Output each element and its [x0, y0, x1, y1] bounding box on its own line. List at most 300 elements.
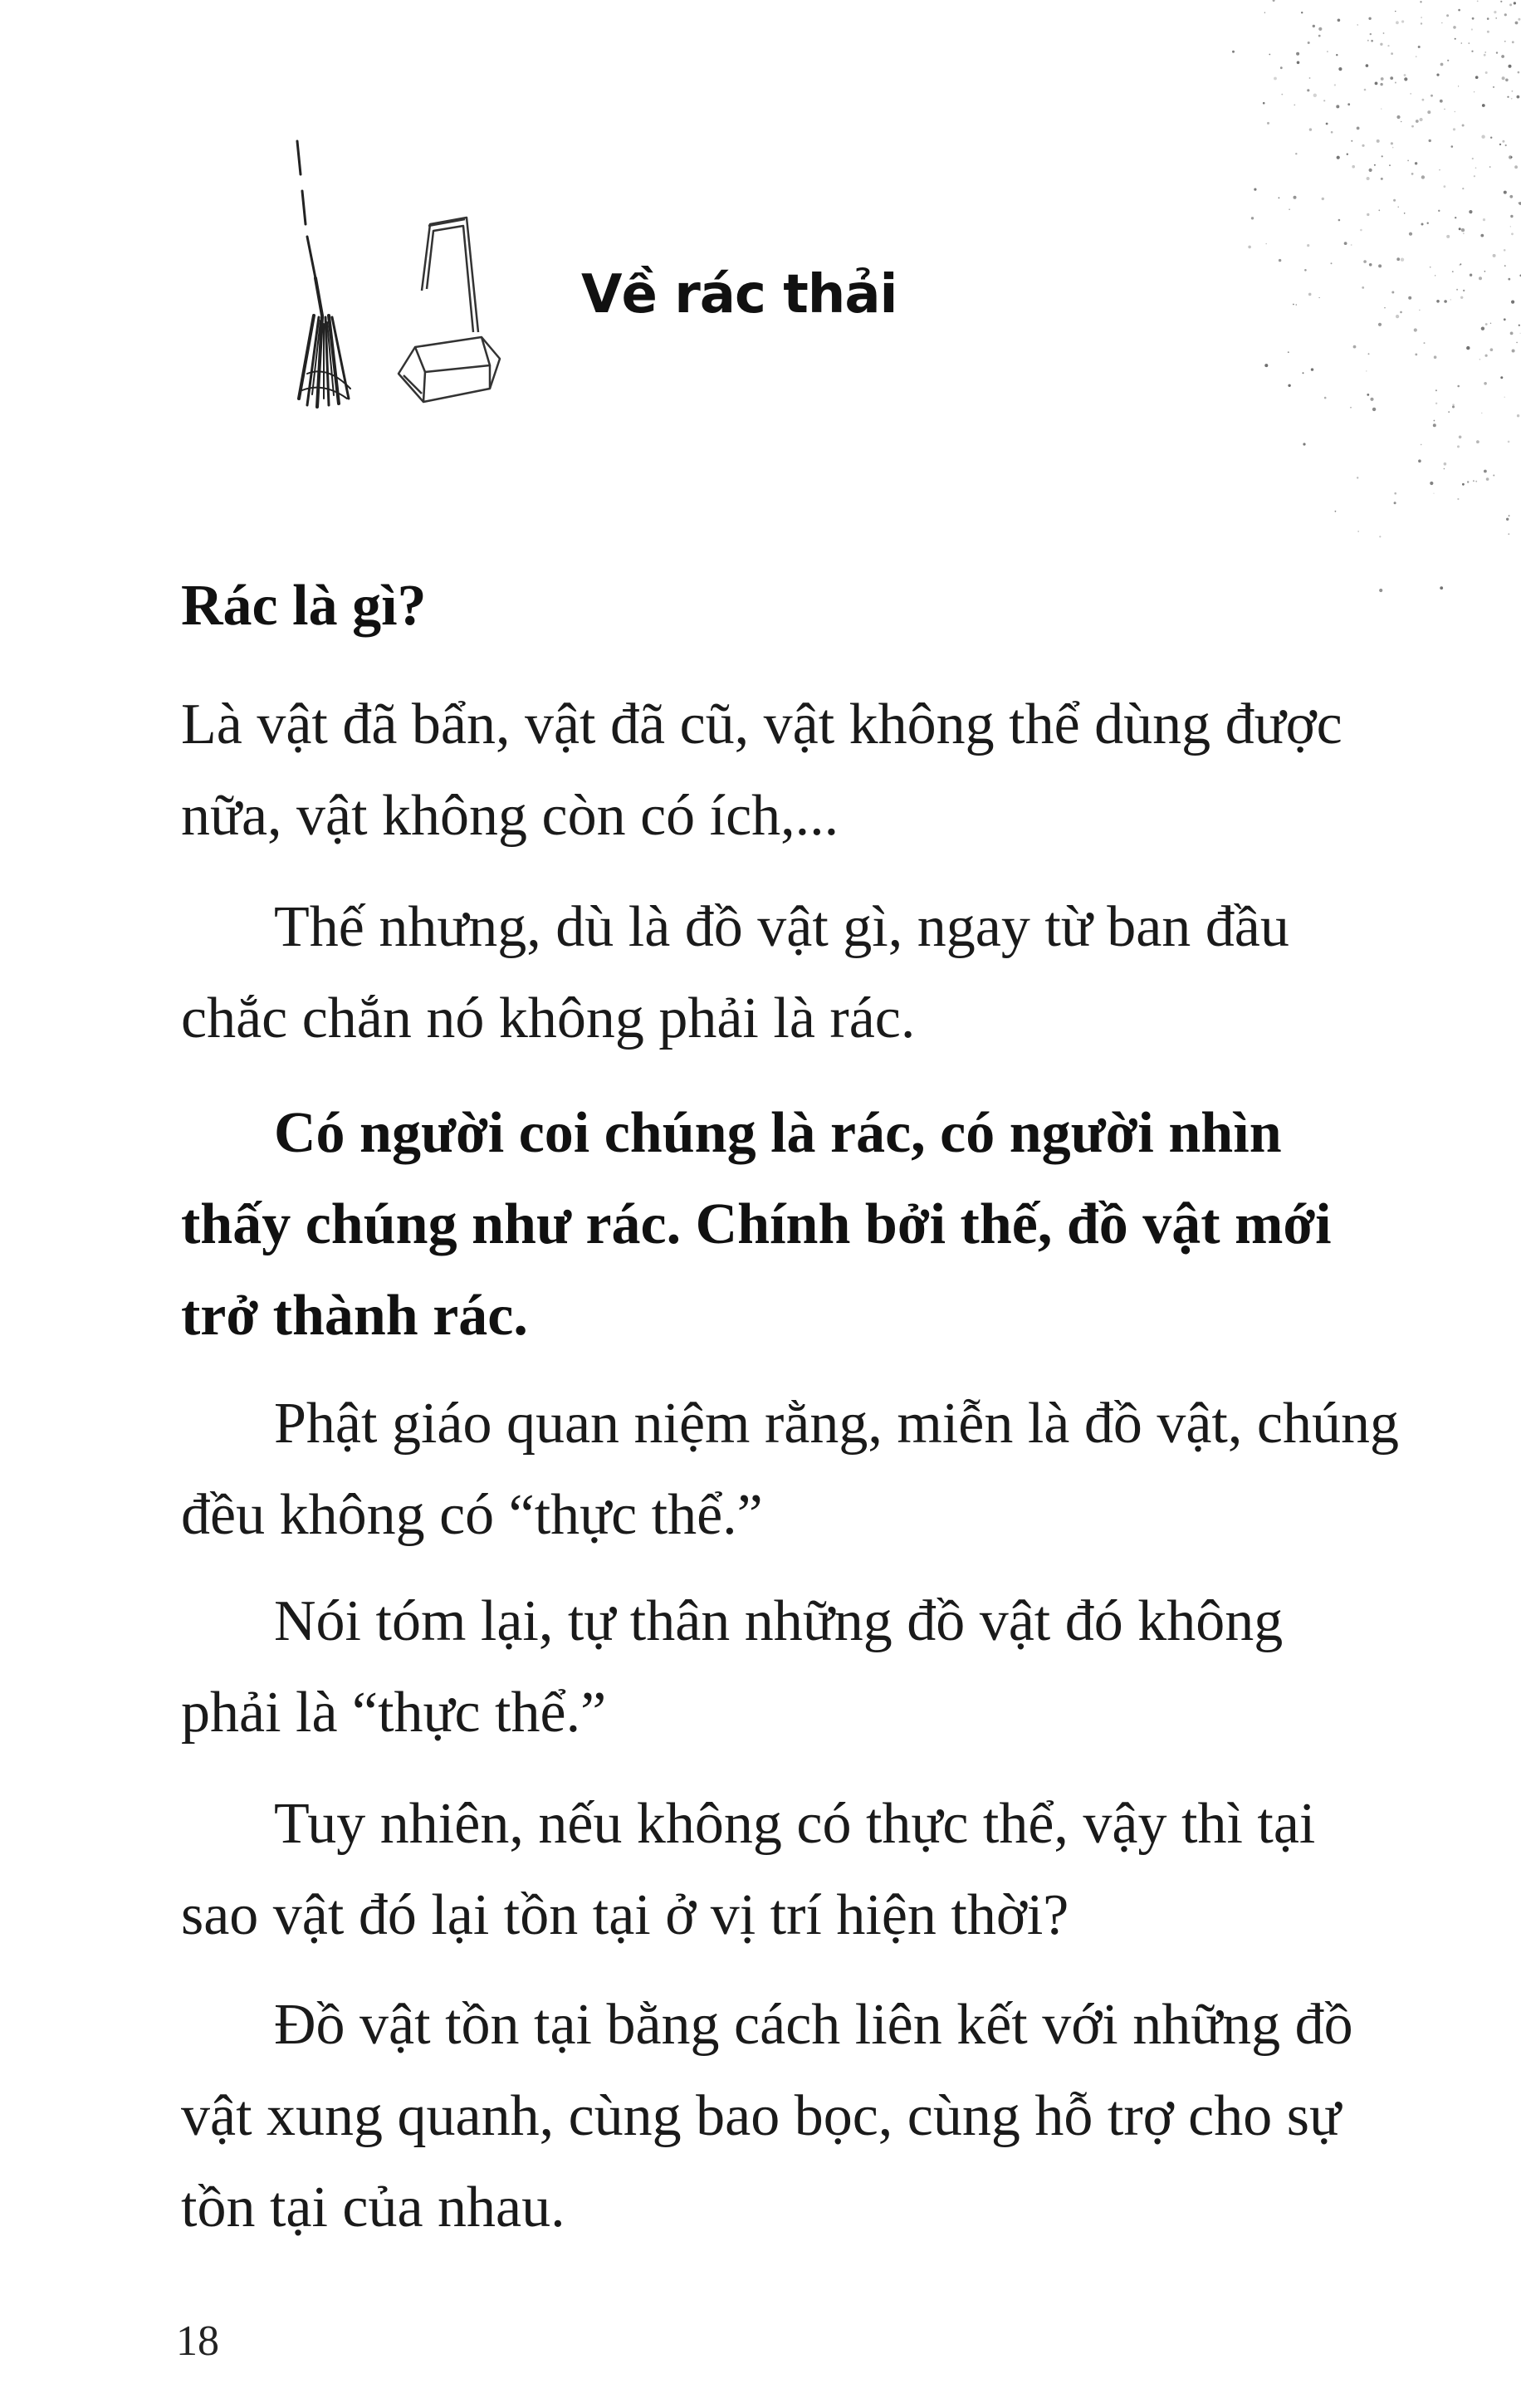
speckle-dot [1500, 376, 1503, 379]
speckle-dot [1375, 82, 1378, 86]
speckle-dot [1440, 586, 1443, 590]
speckle-dot [1274, 77, 1277, 81]
paragraph-line: Là vật đã bẩn, vật đã cũ, vật không thể dùng được [181, 693, 1342, 756]
speckle-dot [1435, 389, 1437, 391]
speckle-dot [1460, 296, 1463, 299]
speckle-dot [1485, 355, 1488, 357]
speckle-dot [1477, 1, 1479, 2]
speckle-dot [1481, 135, 1484, 139]
speckle-dot [1452, 271, 1454, 272]
speckle-dot [1357, 127, 1360, 130]
speckle-dot [1493, 254, 1496, 257]
speckle-dot [1458, 9, 1460, 12]
speckle-dot [1457, 498, 1459, 500]
speckle-dot [1479, 277, 1482, 280]
speckle-dot [1352, 165, 1355, 169]
speckle-dot [1430, 482, 1433, 485]
speckle-dot [1481, 413, 1482, 414]
speckle-dot [1515, 22, 1519, 25]
speckle-dot [1469, 210, 1472, 213]
speckle-dot [1404, 213, 1406, 214]
speckle-dot [1360, 229, 1362, 232]
speckle-dot [1429, 139, 1431, 142]
speckle-dot [1474, 175, 1475, 177]
speckle-dot [1504, 397, 1505, 398]
speckle-dot [1420, 1, 1421, 2]
speckle-dot [1281, 94, 1283, 95]
speckle-dot [1279, 197, 1280, 198]
speckle-dot [1331, 131, 1333, 134]
speckle-dot [1427, 223, 1429, 224]
speckle-dot [1313, 25, 1315, 27]
speckle-dot [1452, 406, 1455, 409]
speckle-dot [1407, 160, 1409, 162]
speckle-dot [1504, 13, 1507, 16]
speckle-dot [1422, 99, 1425, 101]
speckle-dot [1473, 480, 1475, 482]
speckle-dot [1482, 104, 1485, 107]
speckle-dot [1518, 18, 1520, 21]
speckle-dot [1451, 145, 1454, 148]
speckle-dot [1484, 51, 1486, 53]
speckle-dot [1288, 384, 1290, 387]
speckle-dot [1519, 325, 1520, 326]
scan-noise-texture [1222, 0, 1521, 631]
speckle-dot [1504, 191, 1507, 194]
speckle-dot [1461, 228, 1465, 232]
speckle-dot [1404, 77, 1407, 81]
speckle-dot [1396, 315, 1399, 318]
speckle-dot [1294, 105, 1295, 106]
speckle-dot [1509, 195, 1513, 198]
speckle-dot [1508, 278, 1510, 281]
speckle-dot [1374, 164, 1376, 166]
speckle-dot [1444, 300, 1447, 303]
speckle-dot [1504, 249, 1506, 252]
paragraph-line: Tuy nhiên, nếu không có thực thể, vậy thì tại [274, 1792, 1316, 1856]
speckle-dot [1518, 71, 1520, 74]
speckle-dot [1362, 286, 1364, 289]
speckle-dot [1367, 394, 1369, 396]
speckle-dot [1486, 477, 1489, 481]
speckle-dot [1390, 76, 1393, 80]
speckle-dot [1462, 188, 1464, 189]
speckle-dot [1514, 2, 1516, 4]
speckle-dot [1424, 342, 1426, 344]
speckle-dot [1512, 350, 1515, 353]
speckle-dot [1392, 147, 1394, 149]
speckle-dot [1484, 54, 1486, 56]
speckle-dot [1452, 404, 1455, 406]
speckle-dot [1409, 232, 1412, 236]
speckle-dot [1433, 423, 1436, 427]
speckle-dot [1439, 169, 1440, 171]
speckle-dot [1462, 483, 1465, 486]
speckle-dot [1440, 100, 1443, 103]
speckle-dot [1495, 17, 1497, 19]
speckle-dot [1353, 345, 1357, 349]
speckle-dot [1279, 259, 1281, 262]
speckle-dot [1362, 144, 1364, 147]
speckle-dot [1481, 327, 1484, 330]
speckle-dot [1453, 128, 1455, 130]
speckle-dot [1347, 154, 1348, 155]
speckle-dot [1484, 382, 1487, 385]
broom-and-dustpan-illustration [282, 125, 548, 448]
paragraph-line: phải là “thực thể.” [181, 1681, 607, 1745]
speckle-dot [1421, 22, 1422, 24]
paragraph-line: chắc chắn nó không phải là rác. [181, 986, 916, 1050]
speckle-dot [1456, 289, 1458, 291]
speckle-dot [1338, 19, 1341, 22]
speckle-dot [1395, 11, 1396, 12]
speckle-dot [1369, 169, 1372, 172]
speckle-dot [1269, 54, 1270, 56]
speckle-dot [1251, 217, 1254, 219]
speckle-dot [1511, 301, 1514, 304]
speckle-dot [1459, 436, 1462, 439]
speckle-dot [1398, 207, 1399, 208]
speckle-dot [1484, 470, 1487, 473]
speckle-dot [1444, 109, 1445, 110]
speckle-dot [1394, 492, 1396, 495]
speckle-dot [1264, 364, 1268, 367]
speckle-dot [1510, 332, 1514, 335]
speckle-dot [1480, 234, 1484, 237]
speckle-dot [1444, 463, 1447, 466]
speckle-dot [1467, 481, 1469, 482]
speckle-dot [1455, 217, 1456, 218]
speckle-dot [1389, 164, 1391, 166]
speckle-dot [1324, 397, 1327, 399]
speckle-dot [1381, 178, 1383, 180]
speckle-dot [1370, 398, 1373, 401]
speckle-dot [1517, 95, 1520, 99]
speckle-dot [1502, 76, 1505, 80]
speckle-dot [1475, 167, 1477, 169]
dustpan-icon [399, 218, 500, 402]
speckle-dot [1444, 185, 1446, 188]
speckle-dot [1347, 103, 1350, 105]
speckle-dot [1484, 271, 1486, 272]
speckle-dot [1414, 328, 1417, 331]
speckle-dot [1485, 323, 1488, 325]
paragraph-line: nữa, vật không còn có ích,... [181, 784, 839, 848]
speckle-dot [1366, 370, 1367, 371]
speckle-dot [1457, 385, 1460, 388]
speckle-dot [1509, 3, 1512, 6]
speckle-dot [1369, 263, 1372, 267]
speckle-dot [1416, 120, 1419, 123]
speckle-dot [1387, 45, 1389, 46]
speckle-dot [1337, 156, 1340, 159]
paragraph-2 [181, 882, 1289, 1065]
paragraph-line: đều không có “thực thể.” [181, 1483, 763, 1547]
speckle-dot [1297, 61, 1300, 65]
speckle-dot [1393, 199, 1396, 202]
speckle-dot [1493, 475, 1494, 477]
speckle-dot [1430, 267, 1431, 268]
speckle-dot [1487, 17, 1489, 20]
speckle-dot [1378, 264, 1382, 267]
speckle-dot [1380, 83, 1382, 86]
speckle-dot [1411, 173, 1414, 175]
speckle-dot [1371, 40, 1373, 42]
speckle-dot [1338, 219, 1341, 222]
speckle-dot [1338, 67, 1342, 71]
speckle-dot [1254, 188, 1256, 191]
speckle-dot [1511, 232, 1514, 235]
speckle-dot [1415, 162, 1417, 164]
speckle-dot [1418, 459, 1421, 463]
speckle-dot [1435, 403, 1437, 404]
speckle-dot [1517, 414, 1519, 417]
speckle-dot [1288, 351, 1289, 353]
speckle-dot [1479, 359, 1481, 360]
speckle-dot [1512, 41, 1514, 43]
paragraph-line: Có người coi chúng là rác, có người nhìn [274, 1101, 1282, 1165]
speckle-dot [1510, 226, 1511, 227]
speckle-dot [1415, 354, 1417, 356]
speckle-dot [1485, 71, 1488, 74]
speckle-dot [1380, 43, 1382, 46]
speckle-dot [1462, 125, 1465, 127]
speckle-dot [1351, 140, 1352, 142]
speckle-dot [1311, 368, 1313, 370]
speckle-dot [1357, 477, 1358, 478]
paragraph-4 [181, 1378, 1399, 1561]
paragraph-line: sao vật đó lại tồn tại ở vị trí hiện thời? [181, 1883, 1069, 1947]
speckle-dot [1404, 74, 1406, 76]
speckle-dot [1444, 468, 1445, 470]
speckle-dot [1504, 265, 1506, 267]
chapter-title: Về rác thải [581, 264, 897, 325]
speckle-dot [1265, 243, 1267, 245]
speckle-dot [1506, 518, 1509, 521]
speckle-dot [1490, 323, 1491, 324]
speckle-dot [1327, 51, 1328, 52]
speckle-dot [1511, 98, 1513, 100]
speckle-dot [1514, 165, 1518, 169]
speckle-dot [1438, 210, 1440, 212]
speckle-dot [1296, 304, 1298, 306]
speckle-dot [1304, 269, 1307, 272]
speckle-dot [1416, 56, 1417, 57]
speckle-dot [1508, 441, 1510, 443]
speckle-dot [1309, 128, 1312, 130]
speckle-dot [1335, 511, 1337, 512]
speckle-dot [1368, 353, 1370, 355]
speckle-dot [1318, 35, 1321, 37]
speckle-dot [1471, 28, 1473, 30]
speckle-dot [1294, 196, 1297, 199]
speckle-dot [1410, 93, 1411, 95]
speckle-dot [1367, 177, 1370, 180]
speckle-dot [1463, 233, 1464, 234]
speckle-dot [1470, 274, 1472, 277]
speckle-dot [1504, 41, 1506, 42]
speckle-dot [1512, 91, 1514, 92]
speckle-dot [1401, 258, 1404, 262]
speckle-dot [1318, 27, 1322, 31]
speckle-dot [1372, 408, 1376, 411]
speckle-dot [1382, 155, 1383, 157]
speckle-dot [1232, 51, 1235, 53]
speckle-dot [1471, 51, 1473, 52]
speckle-dot [1377, 139, 1380, 143]
speckle-dot [1507, 96, 1509, 98]
speckle-dot [1516, 342, 1518, 344]
speckle-dot [1504, 318, 1506, 321]
speckle-dot [1378, 323, 1382, 326]
speckle-dot [1303, 372, 1304, 374]
paragraph-line: Nói tóm lại, tự thân những đồ vật đó không [274, 1589, 1284, 1653]
speckle-dot [1289, 208, 1290, 210]
speckle-dot [1459, 228, 1461, 230]
speckle-dot [1367, 213, 1369, 216]
paragraph-line: Thế nhưng, dù là đồ vật gì, ngay từ ban đầu [274, 895, 1289, 959]
speckle-dot [1370, 33, 1372, 35]
speckle-dot [1505, 144, 1507, 146]
speckle-dot [1509, 155, 1512, 159]
speckle-dot [1308, 293, 1312, 296]
speckle-dot [1519, 203, 1520, 204]
speckle-dot [1433, 493, 1434, 494]
speckle-dot [1499, 144, 1501, 145]
speckle-dot [1301, 12, 1303, 13]
speckle-dot [1434, 355, 1437, 359]
speckle-dot [1263, 102, 1265, 105]
speckle-dot [1384, 307, 1385, 308]
speckle-dot [1494, 11, 1496, 13]
speckle-dot [1500, 1, 1502, 2]
paragraph-line: Đồ vật tồn tại bằng cách liên kết với những đồ [274, 1993, 1353, 2057]
speckle-dot [1436, 300, 1440, 303]
speckle-dot [1364, 89, 1367, 91]
speckle-dot [1395, 82, 1396, 84]
speckle-dot [1394, 502, 1396, 504]
speckle-dot [1326, 123, 1328, 125]
speckle-dot [1447, 60, 1449, 61]
speckle-dot [1391, 291, 1394, 294]
speckle-dot [1472, 158, 1474, 159]
speckle-dot [1427, 110, 1431, 114]
speckle-dot [1400, 311, 1402, 314]
speckle-dot [1487, 31, 1489, 33]
paragraph-3-emphasis [181, 1088, 1332, 1362]
speckle-dot [1367, 40, 1369, 42]
speckle-dot [1391, 52, 1393, 55]
speckle-dot [1475, 481, 1477, 482]
speckle-dot [1396, 257, 1400, 261]
speckle-dot [1446, 235, 1450, 238]
speckle-dot [1508, 533, 1509, 535]
speckle-dot [1431, 95, 1433, 97]
speckle-dot [1493, 86, 1494, 88]
speckle-dot [1474, 91, 1475, 92]
speckle-dot [1309, 77, 1311, 79]
speckle-dot [1334, 84, 1336, 86]
speckle-dot [1418, 46, 1421, 48]
speckle-dot [1490, 348, 1494, 351]
speckle-dot [1379, 536, 1381, 537]
speckle-dot [1509, 65, 1512, 68]
speckle-dot [1351, 244, 1352, 246]
speckle-dot [1368, 17, 1371, 20]
speckle-dot [1466, 346, 1470, 350]
speckle-dot [1307, 244, 1309, 247]
speckle-dot [1446, 14, 1449, 17]
speckle-dot [1331, 262, 1333, 264]
page-number: 18 [176, 2317, 219, 2365]
speckle-dot [1307, 89, 1309, 91]
speckle-dot [1421, 444, 1422, 446]
speckle-dot [1336, 105, 1339, 108]
speckle-dot [1448, 411, 1450, 413]
speckle-dot [1295, 153, 1297, 154]
speckle-dot [1379, 589, 1382, 592]
speckle-dot [1505, 79, 1509, 82]
speckle-dot [1401, 20, 1404, 22]
paragraph-7 [181, 1980, 1353, 2254]
broom-icon [297, 141, 350, 407]
speckle-dot [1457, 445, 1460, 448]
speckle-dot [1350, 407, 1352, 409]
paragraph-line: vật xung quanh, cùng bao bọc, cùng hỗ trợ cho sự [181, 2084, 1341, 2148]
speckle-dot [1490, 137, 1492, 139]
speckle-dot [1459, 264, 1460, 266]
speckle-dot [1469, 42, 1470, 44]
speckle-dot [1378, 209, 1380, 211]
speckle-dot [1510, 215, 1513, 218]
speckle-dot [1267, 122, 1269, 125]
section-heading: Rác là gì? [181, 574, 427, 638]
speckle-dot [1440, 63, 1444, 66]
speckle-dot [1248, 246, 1251, 249]
speckle-dot [1411, 125, 1414, 128]
speckle-dot [1408, 296, 1411, 300]
speckle-dot [1308, 42, 1310, 44]
speckle-dot [1396, 115, 1400, 119]
speckle-dot [1441, 22, 1443, 24]
speckle-dot [1489, 166, 1491, 168]
speckle-dot [1381, 77, 1384, 81]
speckle-dot [1420, 118, 1423, 121]
speckle-dot [1391, 142, 1393, 144]
speckle-dot [1383, 32, 1385, 34]
speckle-dot [1501, 55, 1504, 58]
speckle-dot [1421, 175, 1425, 179]
speckle-dot [1319, 297, 1320, 298]
speckle-dot [1475, 76, 1479, 79]
speckle-dot [1323, 100, 1325, 101]
speckle-dot [1502, 140, 1504, 143]
speckle-dot [1483, 218, 1485, 221]
speckle-dot [1436, 74, 1439, 76]
speckle-dot [1434, 420, 1435, 422]
speckle-dot [1396, 21, 1399, 24]
speckle-dot [1366, 64, 1369, 67]
speckle-dot [1303, 443, 1305, 445]
paragraph-6 [181, 1779, 1316, 1961]
speckle-dot [1472, 17, 1475, 20]
speckle-dot [1363, 260, 1367, 263]
speckle-dot [1293, 304, 1294, 306]
speckle-dot [1280, 66, 1283, 69]
speckle-dot [1264, 12, 1265, 13]
speckle-dot [1419, 310, 1420, 311]
paragraph-line: thấy chúng như rác. Chính bởi thế, đồ vật mới [181, 1192, 1332, 1256]
